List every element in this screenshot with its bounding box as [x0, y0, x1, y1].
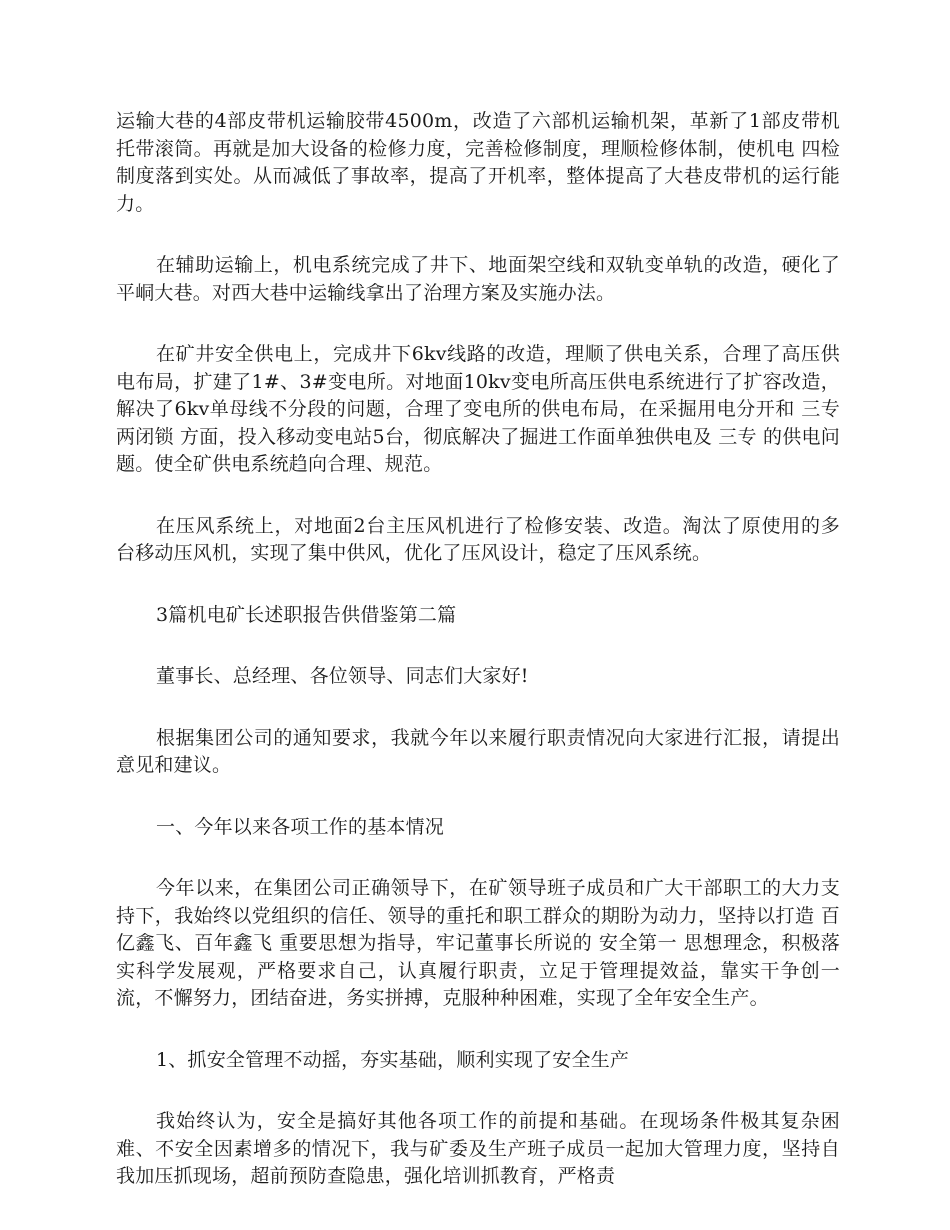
paragraph-auxiliary-transport: 在辅助运输上，机电系统完成了井下、地面架空线和双轨变单轨的改造，硬化了平峒大巷。对西大巷中运输线拿出了治理方案及实施办法。	[116, 254, 840, 304]
paragraph-overview: 今年以来，在集团公司正确领导下，在矿领导班子成员和广大干部职工的大力支持下，我始终以党组织的信任、领导的重托和职工群众的期盼为动力，坚持以打造 百亿鑫飞、百年鑫飞 重要思想为指导，牢记董事长所说的 安全第一 思想理念，积极落实科学发展观，严格要求自己，认真履行职责，立足于管理提效益，靠实干争创一流，不懈努力，团结奋进，务实拼搏，克服种种困难，实现了全年安全生产。	[116, 877, 840, 1009]
paragraph-power-supply: 在矿井安全供电上，完成井下6kv线路的改造，理顺了供电关系，合理了高压供电布局，扩建了1#、3#变电所。对地面10kv变电所高压供电系统进行了扩容改造，解决了6kv单母线不分段的问题，合理了变电所的供电布局，在采掘用电分开和 三专两闭锁 方面，投入移动变电站5台，彻底解决了掘进工作面单独供电及 三专 的供电问题。使全矿供电系统趋向合理、规范。	[116, 343, 840, 475]
salutation: 董事长、总经理、各位领导、同志们大家好!	[156, 665, 529, 687]
subheading-basic-situation: 一、今年以来各项工作的基本情况	[156, 815, 445, 838]
paragraph-belt-conveyor: 运输大巷的4部皮带机运输胶带4500m，改造了六部机运输机架，革新了1部皮带机托带滚筒。再就是加大设备的检修力度，完善检修制度，理顺检修体制，使机电 四检 制度落到实处。从而减低了事故率，提高了开机率，整体提高了大巷皮带机的运行能力。	[116, 110, 840, 215]
subheading-safety-management: 1、抓安全管理不动摇，夯实基础，顺利实现了安全生产	[156, 1048, 630, 1071]
paragraph-introduction: 根据集团公司的通知要求，我就今年以来履行职责情况向大家进行汇报，请提出意见和建议。	[116, 726, 840, 776]
paragraph-safety-foundation: 我始终认为，安全是搞好其他各项工作的前提和基础。在现场条件极其复杂困难、不安全因素增多的情况下，我与矿委及生产班子成员一起加大管理力度，坚持自我加压抓现场，超前预防查隐患，强化培训抓教育，严格责	[116, 1110, 840, 1187]
section-heading: 3篇机电矿长述职报告供借鉴第二篇	[156, 603, 457, 626]
document-page	[116, 108, 840, 1191]
paragraph-compressed-air: 在压风系统上，对地面2台主压风机进行了检修安装、改造。淘汰了原使用的多台移动压风机，实现了集中供风，优化了压风设计，稳定了压风系统。	[116, 514, 840, 564]
